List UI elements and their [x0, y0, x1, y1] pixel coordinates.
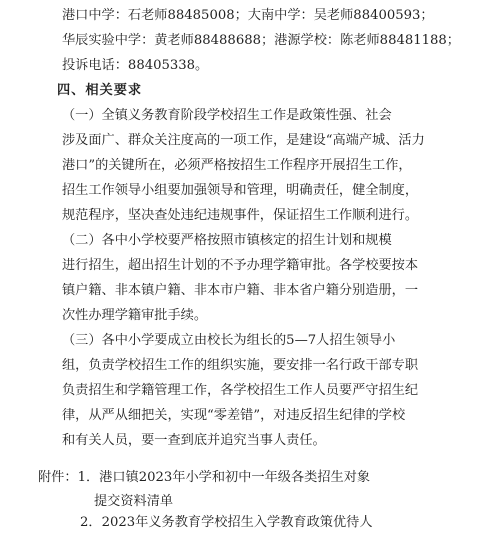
paragraph-line: 负责招生和学籍管理工作，各学校招生工作人员要严守招生纪 — [62, 383, 419, 398]
paragraph-line: （一）全镇义务教育阶段学校招生工作是政策性强、社会 — [62, 108, 392, 123]
paragraph-line: 港口”的关键所在，必须严格按招生工作程序开展招生工作， — [62, 158, 412, 173]
paragraph-line: 组，负责学校招生工作的组织实施，要安排一名行政干部专职 — [62, 358, 419, 373]
paragraph-line: （三）各中小学要成立由校长为组长的5—7人招生领导小 — [62, 333, 396, 348]
attachment-label: 附件： — [38, 470, 78, 485]
contact-line: 华辰实验中学：黄老师88488688；港源学校：陈老师88481188； — [62, 33, 460, 48]
attachment-line — [0, 468, 439, 488]
paragraph-line: 规范程序，坚决查处违纪违规事件，保证招生工作顺利进行。 — [62, 208, 419, 223]
attachment-item-2: 2．2023年义务教育学校招生入学教育政策优待人 — [80, 515, 373, 530]
paragraph-line: 和有关人员，要一查到底并追究当事人责任。 — [62, 433, 326, 448]
attachment-item-1-continued: 提交资料清单 — [94, 494, 174, 509]
paragraph-line: 进行招生，超出招生计划的不予办理学籍审批。各学校要按本 — [62, 258, 419, 273]
paragraph-line: 招生工作领导小组要加强领导和管理，明确责任，健全制度， — [62, 183, 419, 198]
complaint-phone-line: 投诉电话：88405338。 — [62, 58, 209, 73]
paragraph-line: 涉及面广、群众关注度高的一项工作，是建设“高端产城、活力 — [62, 133, 425, 148]
section-heading: 四、相关要求 — [57, 83, 143, 98]
paragraph-line: 律，从严从细把关，实现“零差错”，对违反招生纪律的学校 — [62, 408, 406, 423]
contact-line: 港口中学：石老师88485008；大南中学：吴老师88400593； — [62, 8, 434, 23]
paragraph-line: 镇户籍、非本镇户籍、非本市户籍、非本省户籍分别造册，一 — [62, 283, 419, 298]
attachment-item-1: 1．港口镇2023年小学和初中一年级各类招生对象 — [77, 470, 371, 485]
paragraph-line: 次性办理学籍审批手续。 — [62, 308, 208, 323]
paragraph-line: （二）各中小学校要严格按照市镇核定的招生计划和规模 — [62, 233, 392, 248]
